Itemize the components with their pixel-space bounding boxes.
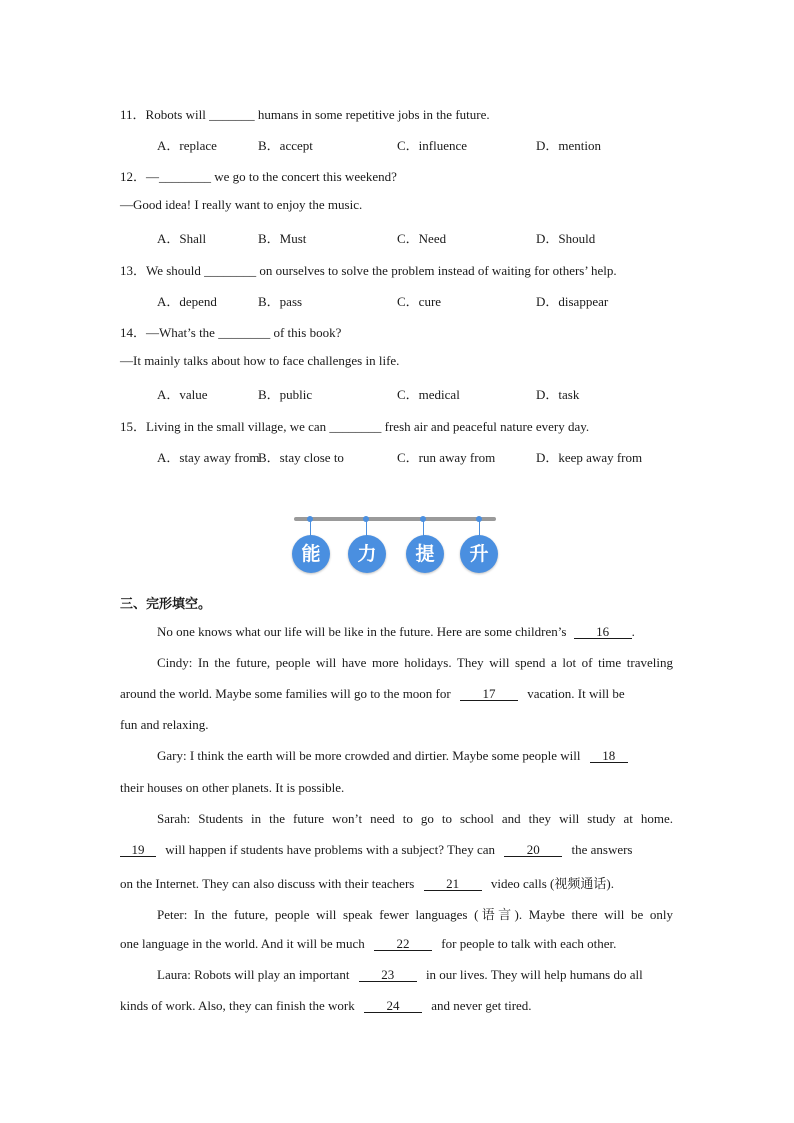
banner-dot	[476, 516, 482, 522]
q14-option-d: D．task	[536, 387, 580, 402]
banner-char-4: 升	[460, 535, 498, 573]
q13-option-c: C．cure	[397, 294, 442, 309]
question-13-stem: 13．We should ________ on ourselves to solve the problem instead of waiting for others’ help.	[120, 263, 617, 278]
blank-22: 22	[374, 937, 432, 951]
q15-option-b: B．stay close to	[258, 450, 344, 465]
blank-17: 17	[460, 687, 518, 701]
passage-line	[120, 873, 614, 892]
q11-option-b: B．accept	[258, 138, 313, 153]
q12-option-c: C．Need	[397, 231, 447, 246]
question-14-reply: —It mainly talks about how to face challenges in life.	[120, 353, 400, 368]
passage-line: Cindy: In the future, people will have more holidays. They will spend a lot of time traveling	[157, 655, 673, 670]
passage-text: No one knows what our life will be like in the future. Here are some children’s	[157, 624, 567, 639]
passage-text: vacation. It will be	[527, 686, 625, 701]
q11-option-c: C．influence	[397, 138, 468, 153]
passage-text: around the world. Maybe some families will go to the moon for	[120, 686, 451, 701]
q11-option-d: D．mention	[536, 138, 601, 153]
question-12-reply: —Good idea! I really want to enjoy the music.	[120, 197, 363, 212]
banner-dot	[307, 516, 313, 522]
q13-option-a: A．depend	[157, 294, 217, 309]
passage-line: Sarah: Students in the future won’t need to go to school and they will study at home.	[157, 811, 673, 826]
q14-option-c: C．medical	[397, 387, 460, 402]
passage-line: their houses on other planets. It is possible.	[120, 780, 345, 795]
q11-option-a: A．replace	[157, 138, 217, 153]
banner-bar	[294, 517, 496, 521]
q14-option-a: A．value	[157, 387, 208, 402]
passage-text: in our lives. They will help humans do all	[425, 967, 643, 982]
banner-char-2: 力	[348, 535, 386, 573]
question-14-stem: 14．—What’s the ________ of this book?	[120, 325, 342, 340]
banner-dot	[363, 516, 369, 522]
blank-18: 18	[590, 749, 628, 763]
q15-option-d: D．keep away from	[536, 450, 643, 465]
q14-option-b: B．public	[258, 387, 313, 402]
passage-line: No one knows what our life will be like in the future. Here are some children’s 16 .	[157, 624, 635, 639]
banner-char-1: 能	[292, 535, 330, 573]
q12-option-d: D．Should	[536, 231, 596, 246]
blank-21: 21	[424, 877, 482, 891]
question-11-stem: 11．Robots will _______ humans in some repetitive jobs in the future.	[120, 107, 490, 122]
q12-option-b: B．Must	[258, 231, 307, 246]
passage-line	[157, 748, 628, 764]
passage-line	[120, 842, 633, 858]
blank-23: 23	[359, 968, 417, 982]
passage-text: one language in the world. And it will be much	[120, 936, 365, 951]
banner-char-3: 提	[406, 535, 444, 573]
passage-text: video calls (视频通话).	[490, 876, 614, 891]
passage-line	[157, 967, 643, 983]
passage-text: on the Internet. They can also discuss with their teachers	[120, 876, 415, 891]
blank-19: 19	[120, 843, 156, 857]
passage-line	[120, 936, 616, 952]
q13-option-b: B．pass	[258, 294, 303, 309]
passage-text: for people to talk with each other.	[441, 936, 617, 951]
question-12-stem: 12．—________ we go to the concert this weekend?	[120, 169, 397, 184]
blank-24: 24	[364, 999, 422, 1013]
passage-text: kinds of work. Also, they can finish the work	[120, 998, 355, 1013]
section-title: 三、完形填空。	[120, 597, 212, 612]
blank-16: 16	[574, 625, 632, 639]
passage-line: fun and relaxing.	[120, 717, 209, 732]
question-15-stem: 15．Living in the small village, we can ________ fresh air and peaceful nature every day.	[120, 419, 590, 434]
q13-option-d: D．disappear	[536, 294, 609, 309]
q15-option-a: A．stay away from	[157, 450, 260, 465]
blank-20: 20	[504, 843, 562, 857]
passage-line	[120, 998, 532, 1014]
passage-text: the answers	[571, 842, 633, 857]
passage-text: Laura: Robots will play an important	[157, 967, 350, 982]
q12-option-a: A．Shall	[157, 231, 207, 246]
passage-text: and never get tired.	[431, 998, 532, 1013]
passage-line: Peter: In the future, people will speak fewer languages (语言). Maybe there will be only	[157, 907, 673, 922]
passage-text: will happen if students have problems with a subject? They can	[165, 842, 495, 857]
passage-text: Gary: I think the earth will be more crowded and dirtier. Maybe some people will	[157, 748, 581, 763]
banner-dot	[420, 516, 426, 522]
q15-option-c: C．run away from	[397, 450, 496, 465]
passage-line	[120, 686, 625, 702]
